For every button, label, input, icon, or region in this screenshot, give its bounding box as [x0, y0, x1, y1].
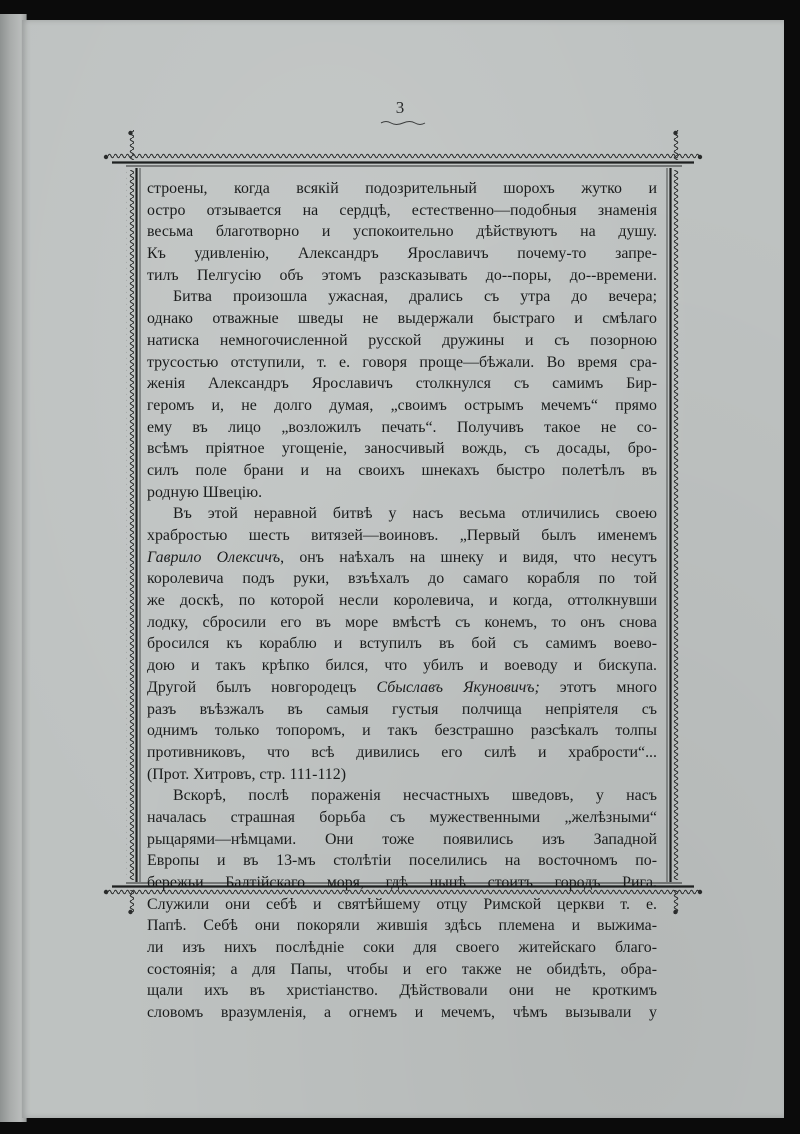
text-line: дою и такъ крѣпко бился, что убилъ и воеводу и бискупа.	[147, 657, 657, 675]
text-line: (Прот. Хитровъ, стр. 111-112)	[147, 765, 346, 783]
text-line: силъ поле брани и на своихъ шнекахъ быстро полетѣлъ въ	[147, 461, 657, 479]
body-text	[147, 178, 657, 1022]
text-line: рыцарями—нѣмцами. Они тоже появились изъ Западной	[147, 830, 657, 848]
page-number: 3	[395, 98, 405, 117]
text-line: Въ этой неравной битвѣ у насъ весьма отличились своею	[173, 505, 657, 523]
text-line: словомъ вразумленія, а огнемъ и мечемъ, чѣмъ вызывали у	[147, 1004, 657, 1022]
text-line: Служили они себѣ и святѣйшему отцу Римской церкви т. е.	[147, 895, 657, 913]
text-line: тилъ Пелгусію объ этомъ разсказывать до--поры, до--времени.	[147, 266, 657, 284]
text-line: Европы и въ 13-мъ столѣтіи поселились на восточномъ по-	[147, 852, 657, 870]
text-line: храбростью шесть витязей—воиновъ. „Первый былъ именемъ	[147, 527, 657, 544]
text-line: строены, когда всякій подозрительный шорохъ жутко и	[147, 180, 657, 197]
text-line-part: этотъ много	[539, 678, 657, 696]
text-line: остро отзывается на сердцѣ, естественно—подобныя знаменія	[147, 201, 657, 219]
text-line: противниковъ, что всѣ дивились его силѣ и храбрости“...	[147, 743, 657, 761]
text-line: геромъ и, не долго думая, „своимъ острымъ мечемъ“ прямо	[147, 396, 657, 414]
frame-left-rope	[126, 170, 134, 880]
text-line: трусостью отступили, т. е. говоря проще—бѣжали. Во время сра-	[147, 353, 657, 371]
text-line: королевича подъ руки, взъѣхалъ до самаго корабля по той	[147, 570, 657, 588]
text-line: однимъ только топоромъ, и такъ безстрашно разсѣкалъ толпы	[147, 722, 657, 740]
text-line-part: , онъ наѣхалъ на шнеку и видя, что несутъ	[280, 548, 657, 566]
text-line: женія Александръ Ярославичъ столкнулся съ самимъ Бир-	[147, 375, 657, 393]
frame-top-rope	[106, 153, 700, 161]
text-line: Битва произошла ужасная, дрались съ утра до вечера;	[173, 288, 657, 306]
text-line: разъ въѣзжалъ въ самыя густыя полчища непріятеля съ	[147, 700, 657, 718]
text-line: всѣмъ пріятное угощеніе, заносчивый вождь, съ досады, бро-	[147, 440, 657, 458]
text-line	[147, 677, 657, 699]
text-line: Къ удивленію, Александръ Ярославичъ почему-то запре-	[147, 245, 657, 263]
text-line: Вскорѣ, послѣ пораженія несчастныхъ шведовъ, у насъ	[173, 787, 657, 805]
text-line: Папѣ. Себѣ они покоряли жившія здѣсь племена и выжима-	[147, 917, 657, 935]
text-line: бережьи Балтійскаго моря, гдѣ нынѣ стоитъ городъ Рига.	[147, 874, 657, 891]
text-line	[147, 547, 657, 569]
text-line: натиска немногочисленной русской дружины и съ позорною	[147, 331, 657, 349]
text-line: однако отважные шведы не выдержали быстраго и смѣлаго	[147, 310, 657, 328]
text-line: бросился къ кораблю и вступилъ въ бой съ самимъ воево-	[147, 635, 657, 653]
italic-name: Сбыславъ Якуновичъ;	[376, 678, 540, 696]
text-line: же доскѣ, по которой несли королевича, и когда, оттолкнувши	[147, 592, 657, 610]
text-line: состоянія; а для Папы, чтобы и его также не обидѣть, обра-	[147, 960, 657, 978]
text-line: родную Швецію.	[147, 483, 263, 501]
text-line: ему въ лицо „возложилъ печать“. Получивъ такое не со-	[147, 418, 657, 436]
text-line: весьма благотворно и успокоительно дѣйствуютъ на душу.	[147, 223, 657, 241]
frame-right-rope	[673, 170, 681, 880]
italic-name: Гаврило Олексичъ	[147, 548, 281, 566]
text-line: началась страшная борьба съ мужественными „желѣзными“	[147, 808, 657, 826]
text-line: лодку, сбросили его въ море вмѣстѣ съ конемъ, то онъ снова	[147, 613, 657, 631]
text-line: ли изъ нихъ послѣдніе соки для своего житейскаго благо-	[147, 939, 657, 957]
text-line-part: Другой былъ новгородецъ	[147, 678, 377, 696]
text-line: щали ихъ въ христіанство. Дѣйствовали они не кроткимъ	[147, 982, 657, 1000]
